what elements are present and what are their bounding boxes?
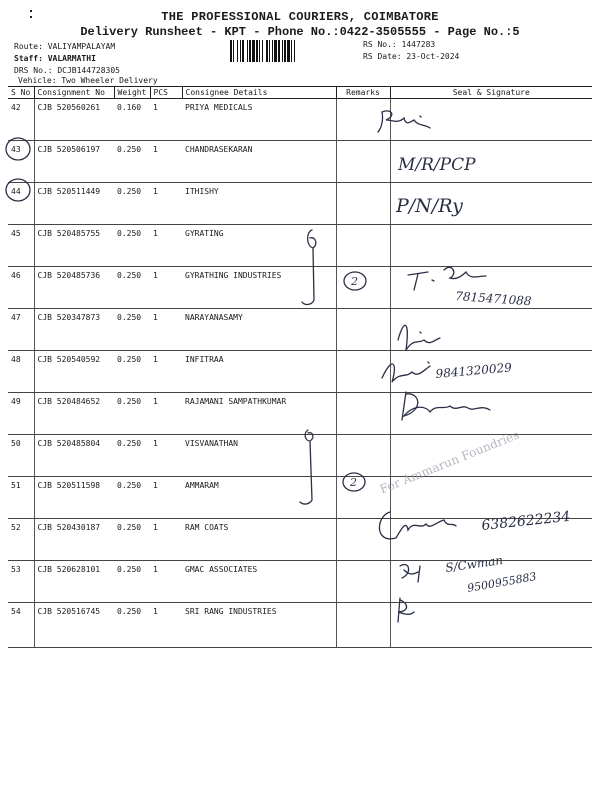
row-remarks [336, 435, 390, 477]
row-consignment: CJB 520430187 [34, 519, 114, 561]
row-consignee: RAM COATS [182, 519, 336, 561]
row-consignment: CJB 520540592 [34, 351, 114, 393]
row-consignee: CHANDRASEKARAN [182, 141, 336, 183]
row-sno: 50 [8, 435, 34, 477]
route-label: Route: VALIYAMPALAYAM [14, 42, 116, 51]
row-pcs: 1 [150, 561, 182, 603]
row-consignment: CJB 520511449 [34, 183, 114, 225]
row-consignment: CJB 520485755 [34, 225, 114, 267]
row-pcs: 1 [150, 351, 182, 393]
delivery-table [8, 86, 592, 648]
row-remarks [336, 519, 390, 561]
row-signature [390, 477, 592, 519]
name-53: S/Cwman [444, 553, 504, 575]
row-weight: 0.250 [114, 309, 150, 351]
row-signature [390, 393, 592, 435]
row-remarks [336, 309, 390, 351]
row-weight: 0.160 [114, 99, 150, 141]
row-consignee: RAJAMANI SAMPATHKUMAR [182, 393, 336, 435]
row-consignment: CJB 520485804 [34, 435, 114, 477]
phone-46: 7815471088 [454, 289, 532, 309]
row-signature [390, 561, 592, 603]
row-consignee: INFITRAA [182, 351, 336, 393]
phone-48: 9841320029 [435, 360, 513, 381]
row-signature [390, 141, 592, 183]
row-pcs: 1 [150, 435, 182, 477]
row-sno: 51 [8, 477, 34, 519]
row-signature [390, 351, 592, 393]
barcode-icon [230, 40, 355, 62]
row-weight: 0.250 [114, 477, 150, 519]
table-row [8, 141, 592, 183]
table-row [8, 309, 592, 351]
row-pcs: 1 [150, 603, 182, 648]
row-signature [390, 183, 592, 225]
table-header-row [8, 87, 592, 99]
row-consignment: CJB 520484652 [34, 393, 114, 435]
row-remarks [336, 561, 390, 603]
row-sno: 45 [8, 225, 34, 267]
staff-label: Staff: VALARMATHI [14, 54, 96, 63]
row-sno: 46 [8, 267, 34, 309]
row-consignee: AMMARAM [182, 477, 336, 519]
table-row [8, 477, 592, 519]
row-signature [390, 309, 592, 351]
row-sno: 47 [8, 309, 34, 351]
row-weight: 0.250 [114, 519, 150, 561]
row-weight: 0.250 [114, 267, 150, 309]
rs-number: RS No.: 1447283 [363, 40, 436, 49]
row-consignment: CJB 520506197 [34, 141, 114, 183]
row-consignee: GYRATING [182, 225, 336, 267]
row-consignment: CJB 520511598 [34, 477, 114, 519]
row-sno: 44 [8, 183, 34, 225]
row-pcs: 1 [150, 141, 182, 183]
row-remarks [336, 351, 390, 393]
row-remarks [336, 393, 390, 435]
row-sno: 49 [8, 393, 34, 435]
table-row [8, 561, 592, 603]
row-sno: 53 [8, 561, 34, 603]
row-remarks [336, 99, 390, 141]
row-consignee: NARAYANASAMY [182, 309, 336, 351]
row-consignee: GMAC ASSOCIATES [182, 561, 336, 603]
col-remarks: Remarks [336, 87, 390, 99]
row-consignee: SRI RANG INDUSTRIES [182, 603, 336, 648]
remark-46: 2 [351, 275, 358, 288]
table-row [8, 99, 592, 141]
row-remarks [336, 141, 390, 183]
row-pcs: 1 [150, 519, 182, 561]
sig-text-43: M/R/PCP [398, 155, 476, 175]
row-consignee: GYRATHING INDUSTRIES [182, 267, 336, 309]
phone-53: 9500955883 [466, 569, 538, 595]
row-sno: 52 [8, 519, 34, 561]
row-sno: 43 [8, 141, 34, 183]
table-row [8, 603, 592, 648]
col-sno: S No [8, 87, 34, 99]
row-consignment: CJB 520347873 [34, 309, 114, 351]
row-sno: 48 [8, 351, 34, 393]
row-remarks [336, 225, 390, 267]
row-signature [390, 99, 592, 141]
row-signature [390, 267, 592, 309]
row-consignment: CJB 520560261 [34, 99, 114, 141]
row-consignment: CJB 520628101 [34, 561, 114, 603]
row-sno: 42 [8, 99, 34, 141]
vehicle-label: Vehicle: Two Wheeler Delivery [18, 76, 158, 85]
runsheet-title: Delivery Runsheet - KPT - Phone No.:0422-3505555 - Page No.:5 [80, 25, 520, 39]
row-signature [390, 519, 592, 561]
col-weight: Weight [114, 87, 150, 99]
col-signature: Seal & Signature [390, 87, 592, 99]
sig-text-44: P/N/Ry [396, 195, 463, 217]
table-row [8, 393, 592, 435]
row-weight: 0.250 [114, 351, 150, 393]
remark-51: 2 [350, 476, 357, 489]
row-pcs: 1 [150, 393, 182, 435]
company-title: THE PROFESSIONAL COURIERS, COIMBATORE [161, 10, 439, 24]
row-remarks [336, 267, 390, 309]
company-stamp: For Ammarun Foundries [377, 427, 522, 497]
col-consignment: Consignment No [34, 87, 114, 99]
row-consignee: PRIYA MEDICALS [182, 99, 336, 141]
row-signature [390, 225, 592, 267]
rs-date: RS Date: 23-Oct-2024 [363, 52, 460, 61]
table-row [8, 225, 592, 267]
table-row [8, 183, 592, 225]
row-pcs: 1 [150, 267, 182, 309]
row-pcs: 1 [150, 225, 182, 267]
row-consignment: CJB 520516745 [34, 603, 114, 648]
row-sno: 54 [8, 603, 34, 648]
row-weight: 0.250 [114, 141, 150, 183]
row-weight: 0.250 [114, 603, 150, 648]
row-consignment: CJB 520485736 [34, 267, 114, 309]
phone-52: 6382622234 [480, 508, 572, 534]
row-pcs: 1 [150, 99, 182, 141]
table-row [8, 351, 592, 393]
row-weight: 0.250 [114, 183, 150, 225]
row-consignee: VISVANATHAN [182, 435, 336, 477]
drs-number: DRS No.: DCJB144728305 [14, 66, 120, 75]
row-weight: 0.250 [114, 435, 150, 477]
row-pcs: 1 [150, 183, 182, 225]
col-consignee: Consignee Details [182, 87, 336, 99]
col-pcs: PCS [150, 87, 182, 99]
table-row [8, 519, 592, 561]
row-weight: 0.250 [114, 393, 150, 435]
row-pcs: 1 [150, 477, 182, 519]
row-weight: 0.250 [114, 561, 150, 603]
row-consignee: ITHISHY [182, 183, 336, 225]
table-row [8, 267, 592, 309]
row-remarks [336, 183, 390, 225]
row-remarks [336, 603, 390, 648]
row-signature [390, 603, 592, 648]
row-weight: 0.250 [114, 225, 150, 267]
row-pcs: 1 [150, 309, 182, 351]
